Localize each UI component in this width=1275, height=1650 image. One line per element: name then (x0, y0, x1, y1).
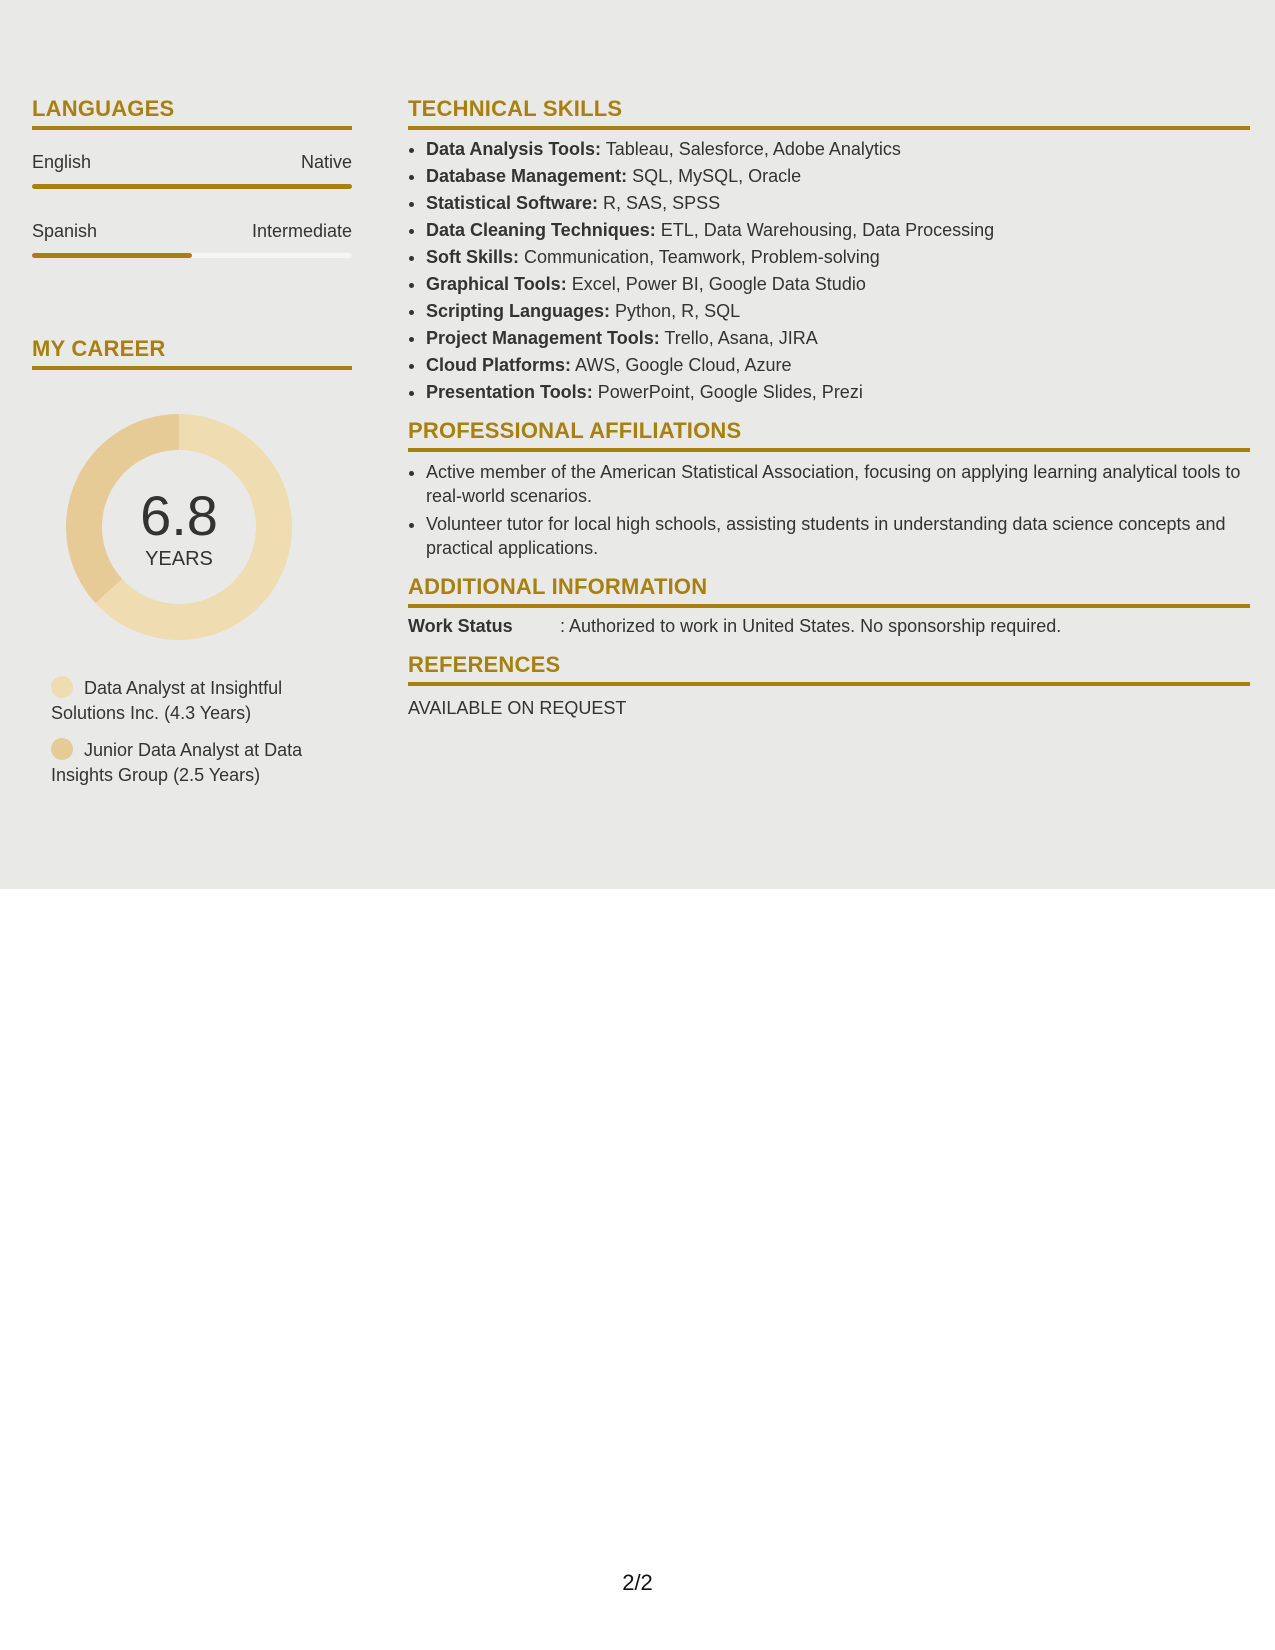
skill-value: SQL, MySQL, Oracle (627, 166, 802, 186)
skill-value: Python, R, SQL (610, 301, 741, 321)
skill-label: Soft Skills: (426, 247, 520, 267)
language-level: Intermediate (251, 221, 352, 241)
skill-item (426, 325, 1250, 352)
career-role-label: Data Analyst at Insightful Solutions Inc. (4.3 Years) (51, 678, 283, 723)
references-text: AVAILABLE ON REQUEST (408, 698, 627, 718)
career-role-label: Junior Data Analyst at Data Insights Group (2.5 Years) (51, 740, 303, 785)
skill-value: ETL, Data Warehousing, Data Processing (655, 220, 995, 240)
skill-item (426, 190, 1250, 217)
skill-value: R, SAS, SPSS (598, 193, 721, 213)
skill-item (426, 379, 1250, 406)
skill-label: Statistical Software: (426, 193, 599, 213)
language-item (32, 150, 352, 189)
skill-value: AWS, Google Cloud, Azure (571, 355, 792, 375)
career-legend-item (51, 676, 331, 726)
language-proficiency-fill (32, 184, 352, 189)
technical-skills-heading: TECHNICAL SKILLS (408, 94, 1250, 130)
skill-item (426, 136, 1250, 163)
language-proficiency-bar (32, 253, 352, 258)
language-item (32, 219, 352, 258)
skills-list (408, 136, 1250, 406)
additional-info-heading: ADDITIONAL INFORMATION (408, 572, 1250, 608)
affiliations-list (408, 460, 1250, 560)
skill-item (426, 298, 1250, 325)
skill-value: PowerPoint, Google Slides, Prezi (592, 382, 863, 402)
skill-label: Data Cleaning Techniques: (426, 220, 656, 240)
affiliation-item: • Active member of the American Statistical Association, focusing on applying learning analytical tools to real-world scenarios. (426, 460, 1250, 508)
skill-value: Tableau, Salesforce, Adobe Analytics (601, 139, 901, 159)
career-total-unit: YEARS (145, 548, 213, 570)
skill-label: Presentation Tools: (426, 382, 593, 402)
page-number: 2/2 (622, 1570, 653, 1595)
career-heading: MY CAREER (32, 334, 352, 370)
career-legend (51, 676, 331, 788)
skill-value: Excel, Power BI, Google Data Studio (566, 274, 866, 294)
language-proficiency-fill (32, 253, 192, 258)
left-column (32, 94, 352, 800)
languages-heading: LANGUAGES (32, 94, 352, 130)
skill-item (426, 271, 1250, 298)
career-total-value: 6.8 (140, 484, 218, 547)
skill-label: Scripting Languages: (426, 301, 611, 321)
skill-item (426, 352, 1250, 379)
skill-label: Database Management: (426, 166, 628, 186)
language-name: English (32, 152, 92, 172)
work-status-value: : Authorized to work in United States. No sponsorship required. (560, 616, 1062, 636)
skill-label: Graphical Tools: (426, 274, 567, 294)
skill-item (426, 163, 1250, 190)
career-donut-chart (66, 414, 292, 640)
skill-item (426, 217, 1250, 244)
right-column (408, 94, 1250, 720)
work-status-label: Work Status (408, 616, 513, 636)
career-legend-item (51, 738, 331, 788)
legend-dot-icon (51, 676, 73, 698)
skill-label: Project Management Tools: (426, 328, 660, 348)
references-heading: REFERENCES (408, 650, 1250, 686)
work-status-row (408, 614, 1250, 638)
skill-item (426, 244, 1250, 271)
affiliations-heading: PROFESSIONAL AFFILIATIONS (408, 416, 1250, 452)
skill-value: Communication, Teamwork, Problem-solving (519, 247, 880, 267)
skill-label: Data Analysis Tools: (426, 139, 602, 159)
skill-label: Cloud Platforms: (426, 355, 572, 375)
language-level: Native (300, 152, 352, 172)
language-name: Spanish (32, 221, 98, 241)
skill-value: Trello, Asana, JIRA (659, 328, 818, 348)
affiliation-item: • Volunteer tutor for local high schools, assisting students in understanding data science concepts and practical applications. (426, 512, 1250, 560)
legend-dot-icon (51, 738, 73, 760)
language-proficiency-bar (32, 184, 352, 189)
